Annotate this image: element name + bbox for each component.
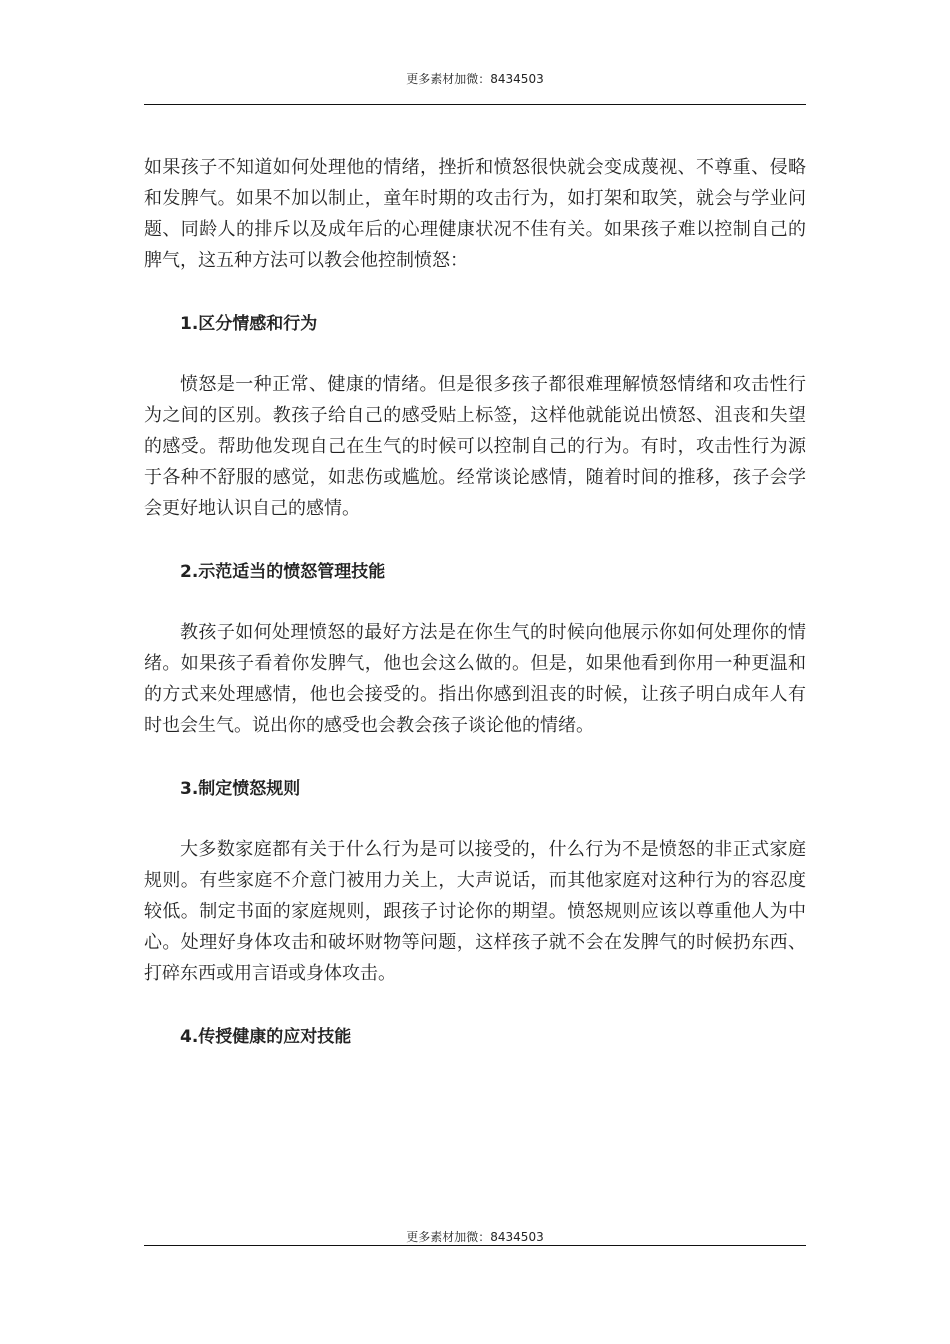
section-4-heading: 4.传授健康的应对技能 xyxy=(180,1027,352,1047)
section-3-heading: 3.制定愤怒规则 xyxy=(180,779,301,799)
intro-paragraph: 如果孩子不知道如何处理他的情绪，挫折和愤怒很快就会变成蔑视、不尊重、侵略和发脾气。如果不加以制止，童年时期的攻击行为，如打架和取笑，就会与学业问题、同龄人的排斥以及成年后的心理健康状况不佳有关。如果孩子难以控制自己的脾气，这五种方法可以教会他控制愤怒： xyxy=(144,157,806,271)
section-2-heading: 2.示范适当的愤怒管理技能 xyxy=(180,562,386,582)
section-3-body: 大多数家庭都有关于什么行为是可以接受的，什么行为不是愤怒的非正式家庭规则。有些家庭不介意门被用力关上，大声说话，而其他家庭对这种行为的容忍度较低。制定书面的家庭规则，跟孩子讨论你的期望。愤怒规则应该以尊重他人为中心。处理好身体攻击和破坏财物等问题，这样孩子就不会在发脾气的时候扔东西、打碎东西或用言语或身体攻击。 xyxy=(144,839,806,984)
section-1-heading: 1.区分情感和行为 xyxy=(180,314,318,334)
footer-rule xyxy=(144,1245,806,1246)
page-header: 更多素材加微：8434503 xyxy=(406,72,544,86)
section-2-body: 教孩子如何处理愤怒的最好方法是在你生气的时候向他展示你如何处理你的情绪。如果孩子看着你发脾气，他也会这么做的。但是，如果他看到你用一种更温和的方式来处理感情，他也会接受的。指出你感到沮丧的时候，让孩子明白成年人有时也会生气。说出你的感受也会教会孩子谈论他的情绪。 xyxy=(144,622,806,736)
document-body xyxy=(144,152,806,1053)
section-1-body: 愤怒是一种正常、健康的情绪。但是很多孩子都很难理解愤怒情绪和攻击性行为之间的区别。教孩子给自己的感受贴上标签，这样他就能说出愤怒、沮丧和失望的感受。帮助他发现自己在生气的时候可以控制自己的行为。有时，攻击性行为源于各种不舒服的感觉，如悲伤或尴尬。经常谈论感情，随着时间的推移，孩子会学会更好地认识自己的感情。 xyxy=(144,374,806,519)
header-rule xyxy=(144,104,806,105)
page-footer: 更多素材加微：8434503 xyxy=(406,1230,544,1244)
